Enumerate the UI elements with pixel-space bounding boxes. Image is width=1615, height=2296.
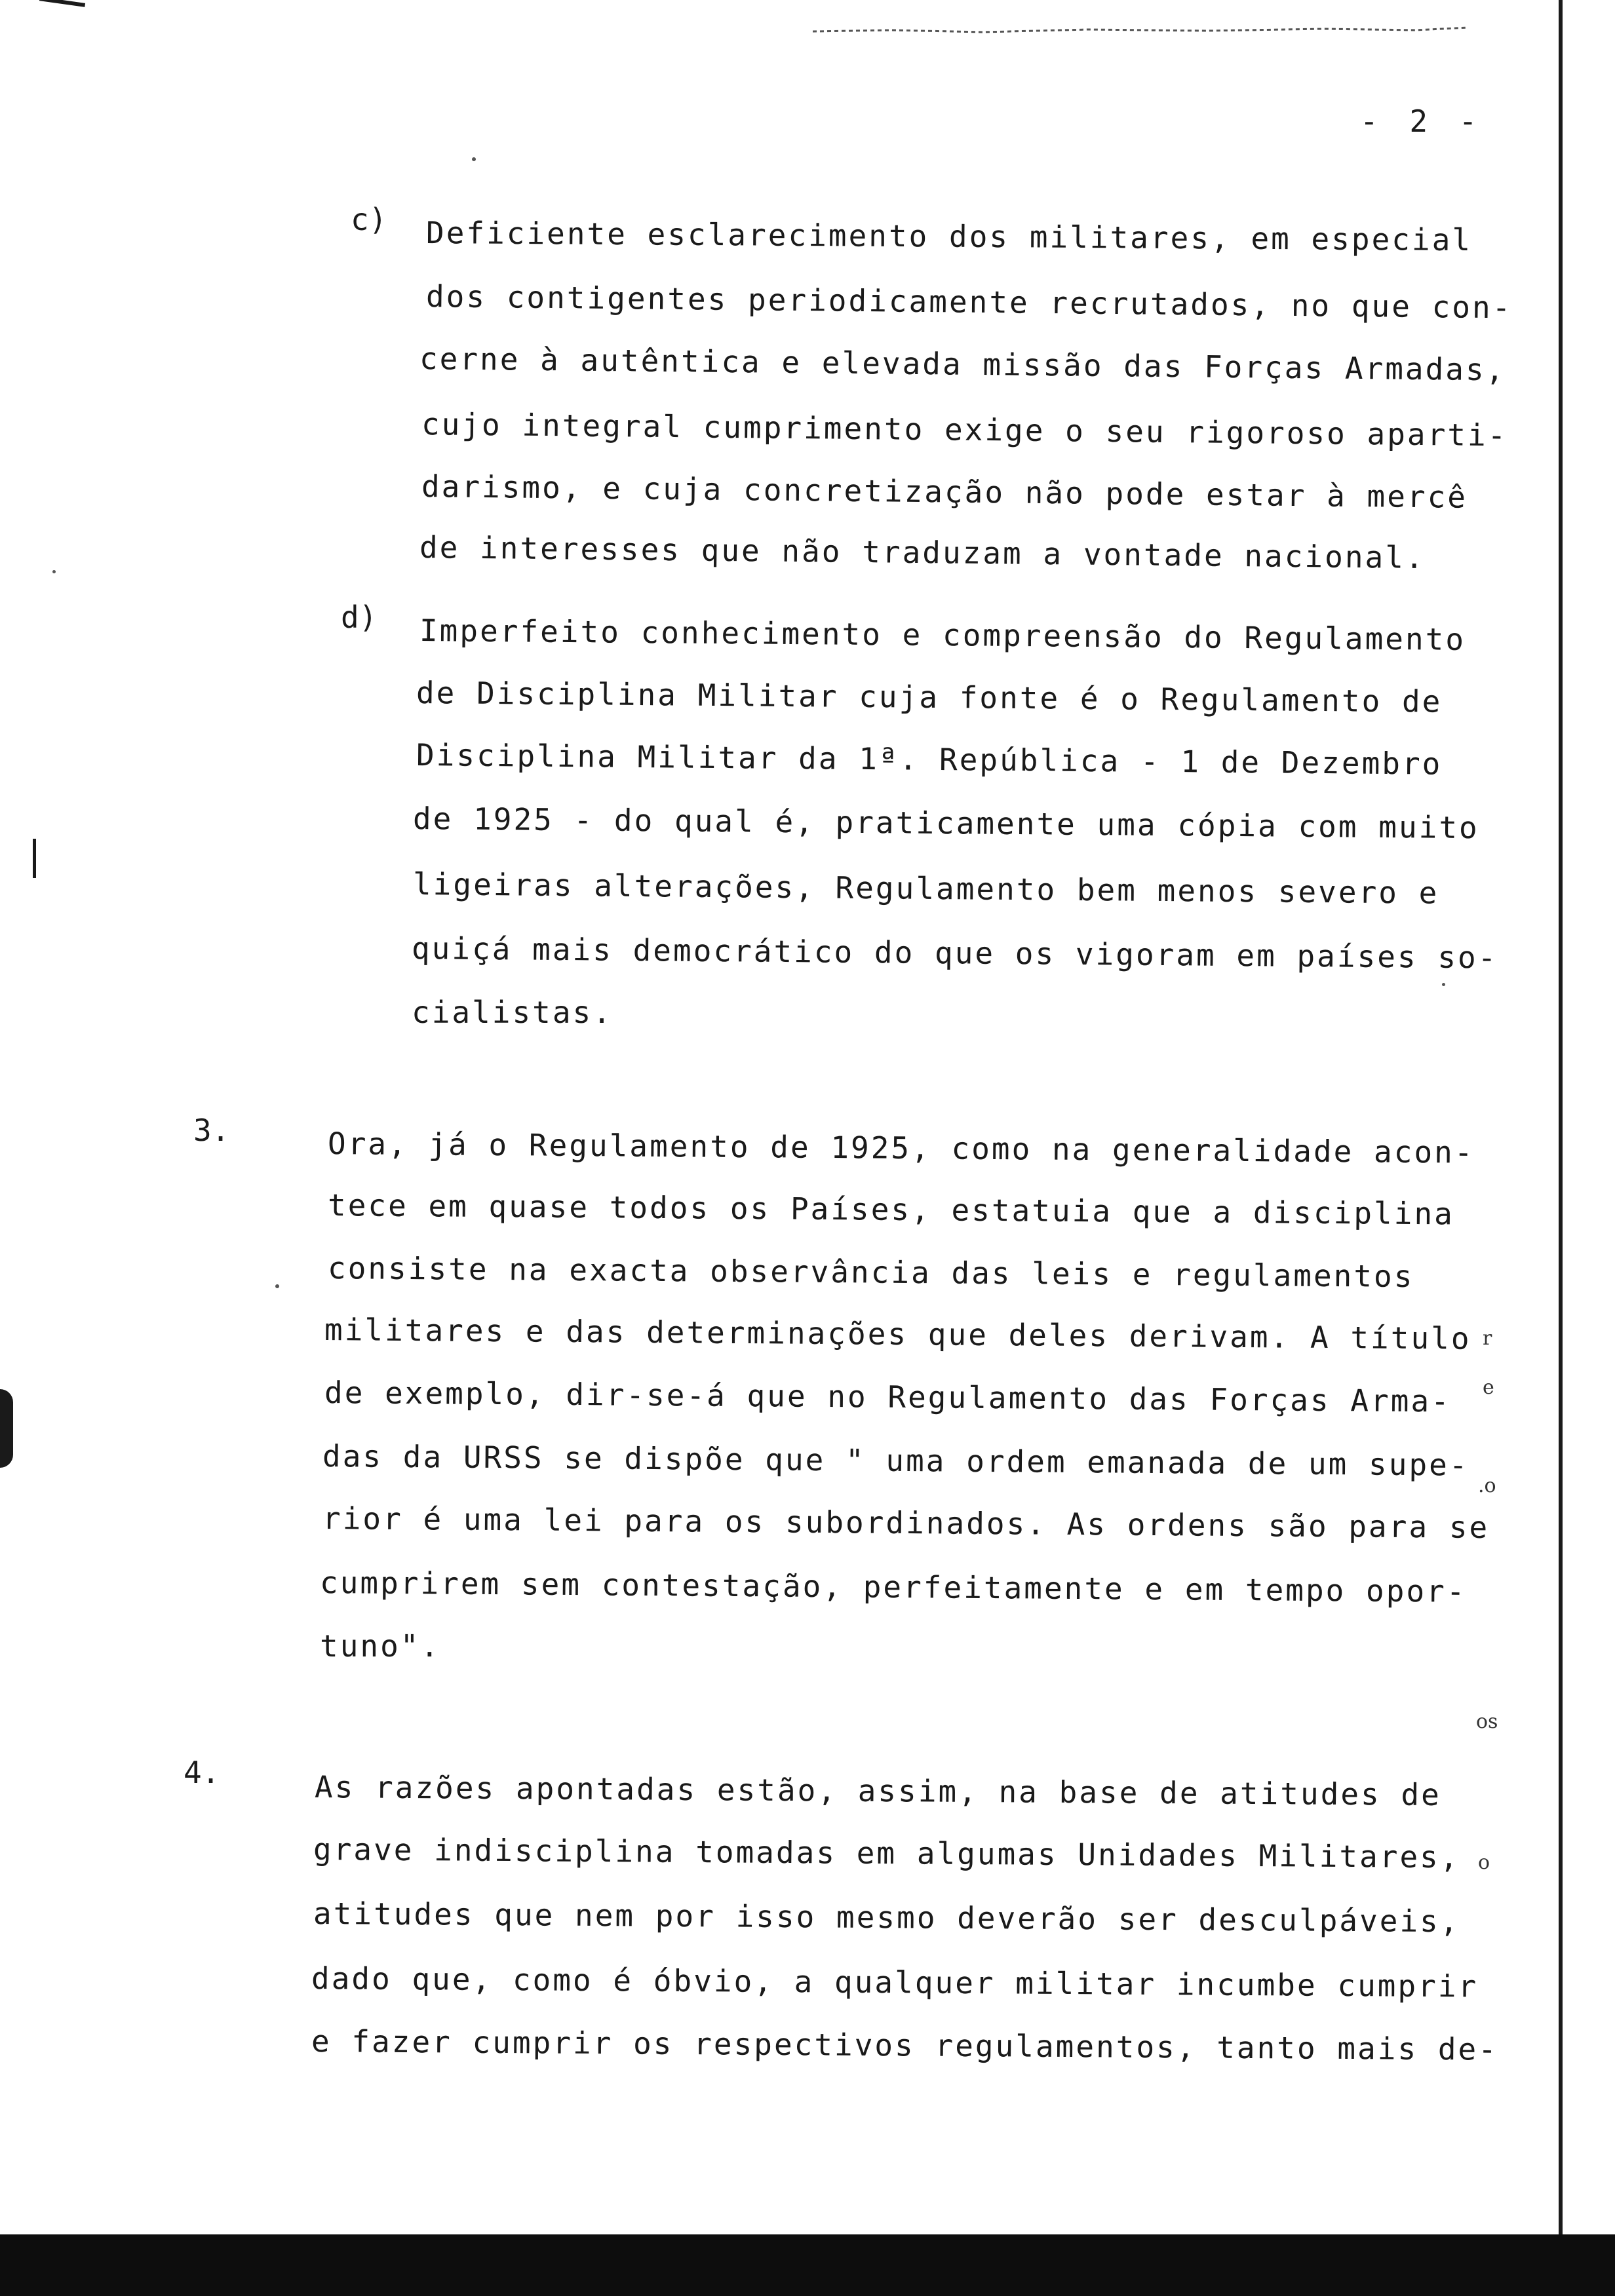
item-c-line: cujo integral cumprimento exige o seu rigoroso aparti-: [421, 406, 1508, 453]
scan-speck: [52, 570, 56, 573]
left-edge-mark: [0, 1389, 13, 1468]
right-edge-line: [1559, 0, 1563, 2234]
para-3-line: de exemplo, dir-se-á que no Regulamento das Forças Arma-: [324, 1375, 1452, 1419]
item-c-line: darismo, e cuja concretização não pode estar à mercê: [421, 469, 1468, 515]
margin-fragment: os: [1476, 1710, 1498, 1733]
para-3-number: 3.: [193, 1113, 230, 1148]
item-d-line: ligeiras alterações, Regulamento bem menos severo e: [412, 866, 1439, 911]
item-d-line: Disciplina Militar da 1ª. República - 1 de Dezembro: [416, 737, 1443, 782]
item-c-line: de interesses que não traduzam a vontade nacional.: [419, 529, 1426, 576]
para-4-line: As razões apontadas estão, assim, na base de atitudes de: [314, 1769, 1442, 1812]
left-corner-mark: [39, 0, 85, 7]
item-d-line: Imperfeito conhecimento e compreensão do Regulamento: [419, 613, 1466, 657]
para-3-line: rior é uma lei para os subordinados. As ordens são para se: [322, 1501, 1490, 1545]
para-3-line: militares e das determinações que deles derivam. A título: [324, 1312, 1471, 1356]
left-tick: [33, 839, 36, 878]
para-4-line: grave indisciplina tomadas em algumas Unidades Militares,: [313, 1831, 1460, 1875]
para-3-line: consiste na exacta observância das leis e regulamentos: [327, 1250, 1414, 1295]
item-c-line: dos contigentes periodicamente recrutados, no que con-: [425, 278, 1513, 326]
para-4-line: dado que, como é óbvio, a qualquer militar incumbe cumprir: [311, 1961, 1479, 2004]
item-d-label: d): [341, 600, 378, 635]
para-3-line: cumprirem sem contestação, perfeitamente e em tempo opor-: [319, 1565, 1467, 1609]
page-number: - 2 -: [1360, 104, 1484, 139]
margin-fragment: e: [1483, 1376, 1494, 1399]
item-d-line: quiçá mais democrático do que os vigoram em países so-: [411, 930, 1498, 976]
para-4-number: 4.: [184, 1755, 220, 1790]
margin-fragment: r: [1483, 1327, 1492, 1350]
item-d-line: de Disciplina Militar cuja fonte é o Regulamento de: [416, 675, 1443, 719]
para-4-line: atitudes que nem por isso mesmo deverão ser desculpáveis,: [313, 1896, 1460, 1940]
margin-fragment: .o: [1478, 1474, 1496, 1497]
para-3-line: tuno".: [320, 1628, 441, 1664]
margin-fragment: o: [1478, 1851, 1490, 1874]
item-d-line: cialistas.: [412, 995, 613, 1030]
para-4-line: e fazer cumprir os respectivos regulamentos, tanto mais de-: [311, 2023, 1499, 2067]
item-c-line: cerne à autêntica e elevada missão das Forças Armadas,: [419, 341, 1506, 388]
item-c-line: Deficiente esclarecimento dos militares, em especial: [425, 215, 1473, 258]
para-3-line: Ora, já o Regulamento de 1925, como na generalidade acon-: [327, 1126, 1475, 1170]
scan-speck: [1442, 983, 1445, 986]
bottom-scan-band: [0, 2234, 1615, 2296]
para-3-line: tece em quase todos os Países, estatuia que a disciplina: [327, 1187, 1455, 1232]
top-edge-noise: [813, 24, 1468, 35]
scan-speck: [472, 157, 476, 161]
para-3-line: das da URSS se dispõe que " uma ordem emanada de um supe-: [322, 1438, 1469, 1483]
item-d-line: de 1925 - do qual é, praticamente uma cópia com muito: [412, 801, 1479, 846]
item-c-label: c): [351, 202, 387, 237]
scan-speck: [275, 1284, 279, 1288]
